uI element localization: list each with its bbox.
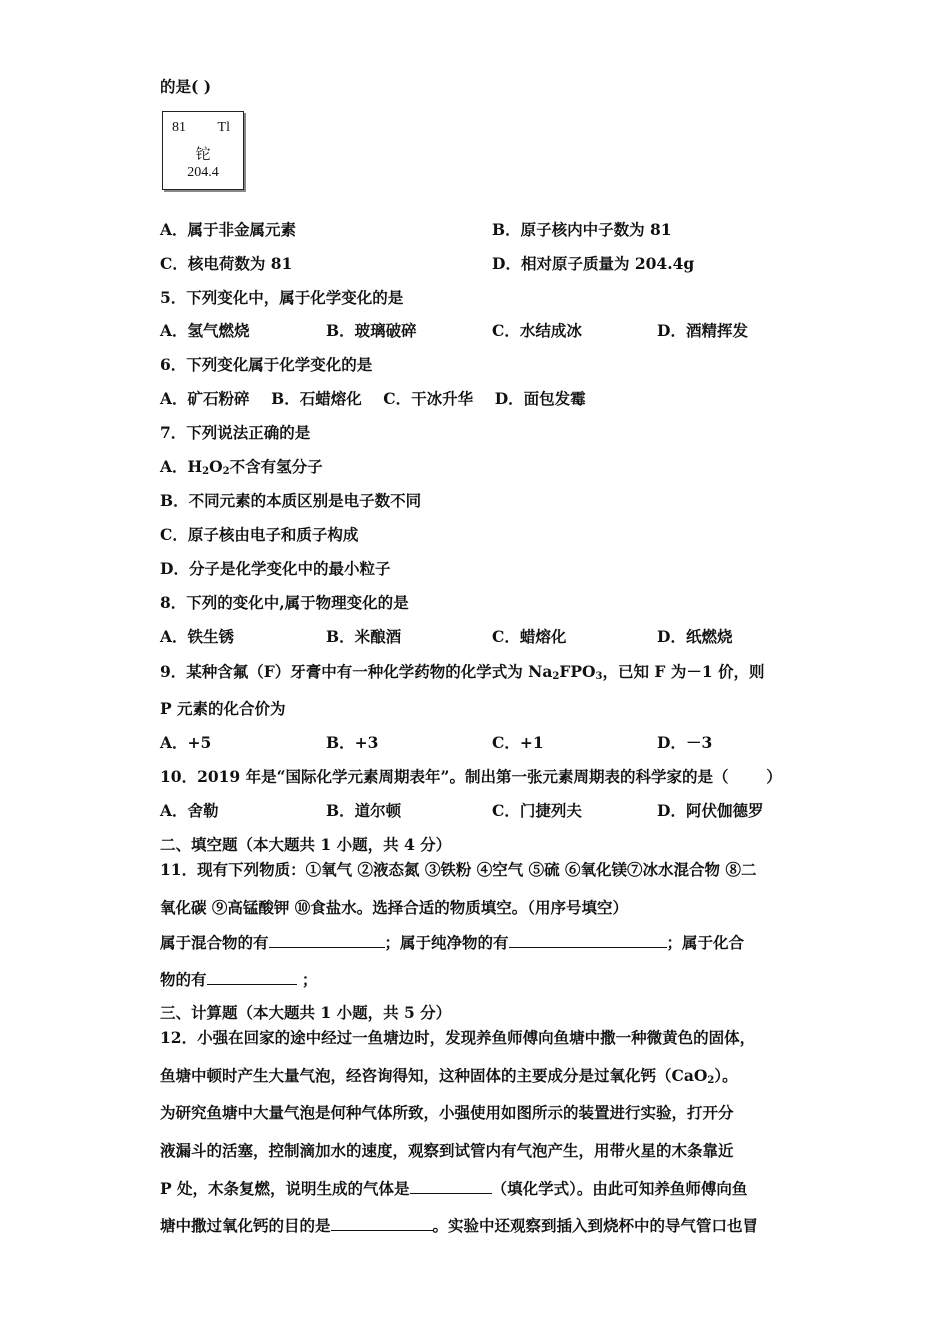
q12-line2: 鱼塘中顿时产生大量气泡，经咨询得知，这种固体的主要成分是过氧化钙（CaO$_2$）。 xyxy=(160,1066,738,1086)
q8-option-c: C．蜡熔化 xyxy=(492,627,567,646)
q6-stem: 6．下列变化属于化学变化的是 xyxy=(160,355,373,374)
q5-option-a: A．氢气燃烧 xyxy=(160,321,250,340)
q11-line3: 属于混合物的有 ；属于纯净物的有 ；属于化合 xyxy=(160,933,745,952)
q4-stem-tail: 的是( ) xyxy=(160,77,212,96)
answer-blank-compound[interactable] xyxy=(207,969,297,985)
q10-option-b: B．道尔顿 xyxy=(326,801,402,820)
q8-option-b: B．米酿酒 xyxy=(326,627,402,646)
answer-blank-mixture[interactable] xyxy=(269,932,385,948)
q9-option-d: D．－3 xyxy=(657,733,713,752)
atomic-mass: 204.4 xyxy=(187,165,219,180)
q9-stem: 9．某种含氟（F）牙膏中有一种化学药物的化学式为 $Na_2FPO_3$，已知 F 为－1 价，则 xyxy=(160,662,765,682)
q9-option-a: A．+5 xyxy=(160,733,212,752)
q7-stem: 7．下列说法正确的是 xyxy=(160,423,311,442)
q8-option-d: D．纸燃烧 xyxy=(657,627,733,646)
q4-option-c: C．核电荷数为 81 xyxy=(160,254,293,273)
q7-option-c: C．原子核由电子和质子构成 xyxy=(160,525,359,544)
q8-option-a: A．铁生锈 xyxy=(160,627,235,646)
q12-line4: 液漏斗的活塞，控制滴加水的速度，观察到试管内有气泡产生，用带火星的木条靠近 xyxy=(160,1141,734,1160)
q12-line5: P 处，木条复燃，说明生成的气体是 （填化学式）。由此可知养鱼师傅向鱼 xyxy=(160,1179,748,1198)
q10-option-d: D．阿伏伽德罗 xyxy=(657,801,764,820)
q9-option-c: C．+1 xyxy=(492,733,544,752)
q5-option-c: C．水结成冰 xyxy=(492,321,582,340)
q4-option-a: A．属于非金属元素 xyxy=(160,220,297,239)
q7-option-b: B．不同元素的本质区别是电子数不同 xyxy=(160,491,422,510)
section-heading-fill-in: 二、填空题（本大题共 1 小题，共 4 分） xyxy=(160,835,452,854)
q11-line2: 氧化碳 ⑨高锰酸钾 ⑩食盐水。选择合适的物质填空。（用序号填空） xyxy=(160,898,629,917)
q11-line4: 物的有 ； xyxy=(160,970,318,989)
q4-option-d: D．相对原子质量为 204.4g xyxy=(492,254,695,273)
q10-stem: 10．2019 年是“国际化学元素周期表年”。制出第一张元素周期表的科学家的是（ ） xyxy=(160,767,782,786)
q4-option-b: B．原子核内中子数为 81 xyxy=(492,220,672,239)
q7-option-a: A．$H_2O_2$不含有氢分子 xyxy=(160,457,323,477)
element-symbol: Tl xyxy=(217,120,230,135)
q9-option-b: B．+3 xyxy=(326,733,379,752)
q10-option-a: A．舍勒 xyxy=(160,801,219,820)
q5-option-d: D．酒精挥发 xyxy=(657,321,748,340)
section-heading-calculation: 三、计算题（本大题共 1 小题，共 5 分） xyxy=(160,1003,452,1022)
q6-options: A．矿石粉碎 B．石蜡熔化 C．干冰升华 D．面包发霉 xyxy=(160,389,586,408)
q7-option-d: D．分子是化学变化中的最小粒子 xyxy=(160,559,391,578)
element-name: 铊 xyxy=(195,145,211,163)
q12-line1: 12．小强在回家的途中经过一鱼塘边时，发现养鱼师傅向鱼塘中撒一种微黄色的固体， xyxy=(160,1028,756,1047)
q9-stem-line2: P 元素的化合价为 xyxy=(160,699,286,718)
q12-line6: 塘中撒过氧化钙的目的是 。实验中还观察到插入到烧杯中的导气管口也冒 xyxy=(160,1216,759,1235)
answer-blank-pure-substance[interactable] xyxy=(509,932,667,948)
answer-blank-gas-formula[interactable] xyxy=(410,1178,492,1194)
atomic-number: 81 xyxy=(172,120,186,135)
q12-line3: 为研究鱼塘中大量气泡是何种气体所致，小强使用如图所示的装置进行实验，打开分 xyxy=(160,1103,734,1122)
q10-option-c: C．门捷列夫 xyxy=(492,801,582,820)
q5-option-b: B．玻璃破碎 xyxy=(326,321,417,340)
q11-line1: 11．现有下列物质：①氧气 ②液态氮 ③铁粉 ④空气 ⑤硫 ⑥氧化镁⑦冰水混合物 ⑧二 xyxy=(160,860,757,879)
answer-blank-purpose[interactable] xyxy=(331,1215,433,1231)
element-card-thallium xyxy=(162,111,244,190)
q5-stem: 5．下列变化中，属于化学变化的是 xyxy=(160,288,404,307)
q8-stem: 8．下列的变化中,属于物理变化的是 xyxy=(160,593,409,612)
